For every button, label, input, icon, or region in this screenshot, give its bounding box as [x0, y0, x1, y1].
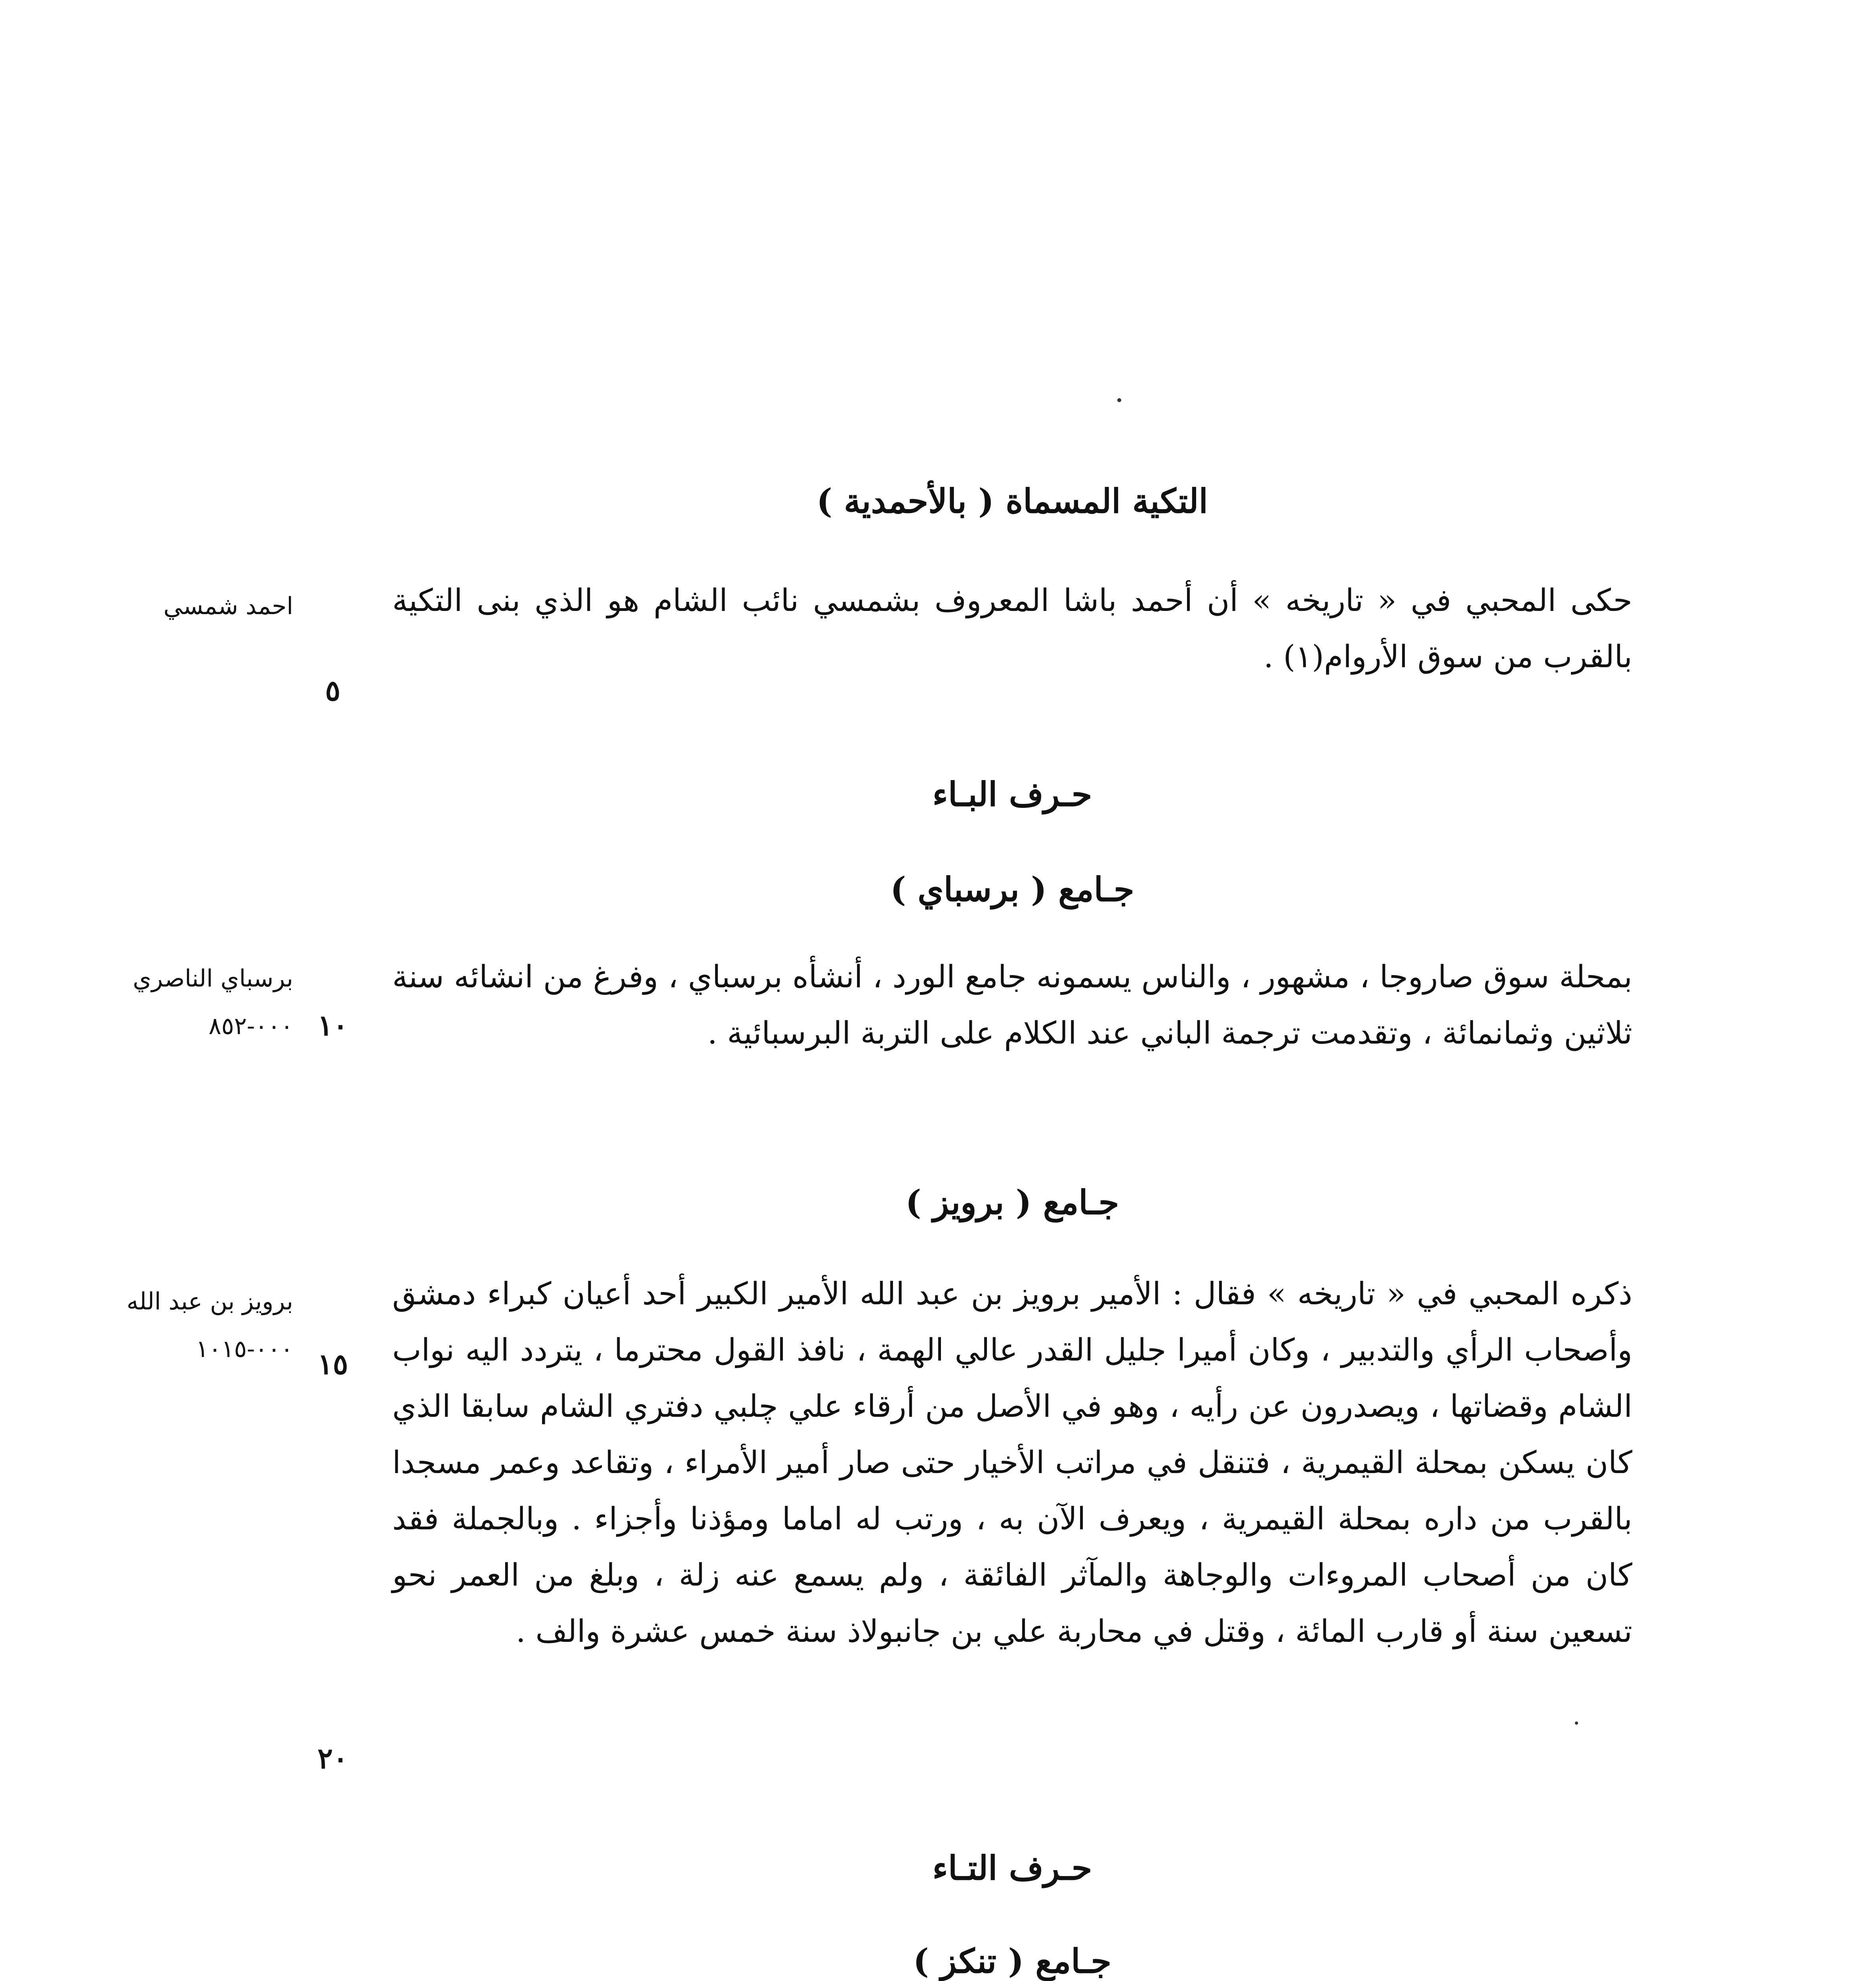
margin-note-barsbay-name: برسباي الناصري — [133, 965, 293, 992]
paragraph-barsbay: بمحلة سوق صاروجا ، مشهور ، والناس يسمونه جامع الورد ، أنشأه برسباي ، وفرغ من انشائه سنة ثلاثين وثمانمائة ، وتقدمت ترجمة الباني عند الكلام على التربة البرسبائية . — [392, 959, 1632, 1051]
margin-note-barsbay-dates: ٠٠٠-٨٥٢ — [208, 1012, 293, 1040]
section-heading-barwiz: جـامع ( برويز ) — [905, 1183, 1119, 1222]
margin-note-barwiz-dates: ٠٠٠-١٠١٥ — [196, 1335, 293, 1363]
margin-note-ahmad: احمد شمسي — [163, 592, 293, 620]
section-heading-barsbay: جـامع ( برسباي ) — [890, 870, 1134, 909]
line-number-10: ١٠ — [317, 1008, 348, 1042]
section-heading-tankiz: جـامع ( تنكز ) — [913, 1941, 1112, 1981]
margin-note-barwiz-name: برويز بن عبد الله — [126, 1288, 293, 1315]
paragraph-tekke: حكى المحبي في « تاريخه » أن أحمد باشا المعروف بشمسي نائب الشام هو الذي بنى التكية بالقرب من سوق الأروام(١) . — [392, 583, 1632, 675]
line-number-15: ١٥ — [317, 1347, 348, 1381]
line-number-5: ٥ — [325, 674, 341, 707]
line-number-20: ٢٠ — [317, 1741, 348, 1775]
letter-heading-ba: حـرف البـاء — [932, 775, 1092, 814]
scan-speck — [1117, 398, 1121, 402]
paragraph-barwiz: ذكره المحبي في « تاريخه » فقال : الأمير برويز بن عبد الله الأمير الكبير أحد أعيان كبراء دمشق وأصحاب الرأي والتدبير ، وكان أميرا جليل القدر عالي الهمة ، نافذ القول محترما ، يتردد اليه نواب الشام وقضاتها ، ويصدرون عن رأيه ، وهو في الأصل من أرقاء علي چلبي دفتري الشام سابقا الذي كان يسكن بمحلة القيمرية ، فتنقل في مراتب الأخيار حتى صار أمير الأمراء ، وتقاعد وعمر مسجدا بالقرب من داره بمحلة القيمرية ، ويعرف الآن به ، ورتب له اماما ومؤذنا وأجزاء . وبالجملة فقد كان من أصحاب المروءات والوجاهة والمآثر الفائقة ، ولم يسمع عنه زلة ، وبلغ من العمر نحو تسعين سنة أو قارب المائة ، وقتل في محاربة علي بن جانبولاذ سنة خمس عشرة والف . — [392, 1276, 1632, 1649]
section-heading-tekke: التكية المسماة ( بالأحمدية ) — [817, 481, 1208, 521]
letter-heading-ta: حـرف التـاء — [932, 1848, 1092, 1887]
scan-speck — [1575, 1721, 1578, 1725]
